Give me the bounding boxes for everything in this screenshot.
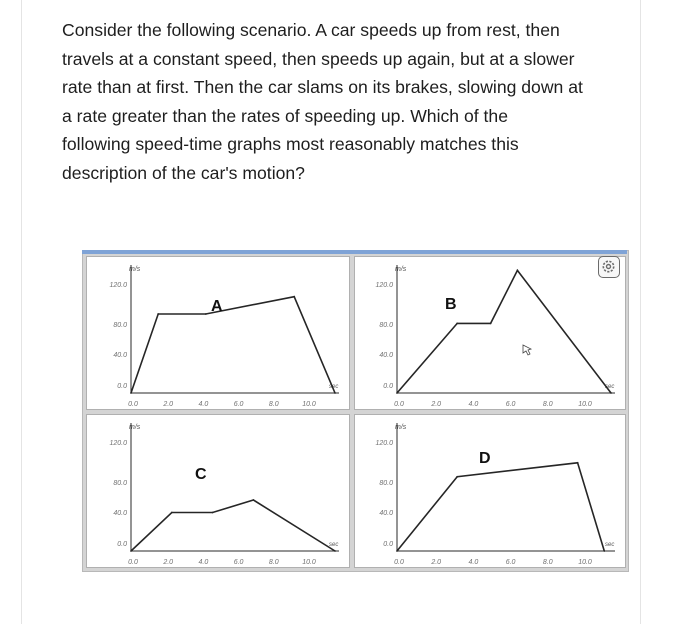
x-tick-label: 6.0 <box>505 559 516 566</box>
data-point <box>205 313 207 315</box>
data-point <box>603 550 605 552</box>
data-point <box>610 392 612 394</box>
data-point <box>334 550 336 552</box>
graph-d <box>355 415 625 567</box>
graph-a-cell[interactable] <box>86 256 350 410</box>
speed-time-line <box>397 270 611 393</box>
x-tick-label: 10.0 <box>302 401 316 408</box>
y-tick-label: 40.0 <box>113 352 127 359</box>
y-tick-label: 120.0 <box>375 440 393 447</box>
x-tick-label: 2.0 <box>163 559 174 566</box>
x-tick-label: 10.0 <box>302 559 316 566</box>
data-point <box>293 296 295 298</box>
gear-icon[interactable] <box>598 256 620 278</box>
graph-a <box>87 257 349 409</box>
x-tick-label: 6.0 <box>505 401 516 408</box>
y-tick-label: 0.0 <box>383 383 393 390</box>
data-point <box>253 499 255 501</box>
data-point <box>130 392 132 394</box>
speed-time-line <box>131 297 335 393</box>
data-point <box>157 313 159 315</box>
x-tick-label: 10.0 <box>578 559 592 566</box>
data-point <box>171 512 173 514</box>
graph-panel-top-bar <box>82 250 627 254</box>
graph-c-cell[interactable] <box>86 414 350 568</box>
data-point <box>396 392 398 394</box>
question-line: description of the car's motion? <box>62 162 305 183</box>
x-tick-label: 4.0 <box>198 559 209 566</box>
x-tick-label: 10.0 <box>578 401 592 408</box>
graph-letter: A <box>211 298 223 315</box>
x-axis-label: sec <box>329 542 339 548</box>
y-tick-label: 80.0 <box>113 322 127 329</box>
y-tick-label: 0.0 <box>117 383 127 390</box>
x-tick-label: 2.0 <box>431 559 442 566</box>
question-line: travels at a constant speed, then speeds up again, but at a slower <box>62 48 575 69</box>
x-tick-label: 2.0 <box>163 401 174 408</box>
speed-time-line <box>131 500 335 551</box>
left-margin-line <box>21 0 22 624</box>
y-tick-label: 80.0 <box>113 480 127 487</box>
y-axis-label: m/s <box>129 424 141 431</box>
y-tick-label: 120.0 <box>109 440 127 447</box>
x-tick-label: 0.0 <box>394 401 404 408</box>
y-tick-label: 0.0 <box>383 541 393 548</box>
x-tick-label: 6.0 <box>233 401 244 408</box>
y-tick-label: 80.0 <box>379 480 393 487</box>
y-axis-label: m/s <box>129 266 141 273</box>
y-tick-label: 80.0 <box>379 322 393 329</box>
y-tick-label: 120.0 <box>109 282 127 289</box>
question-line: a rate greater than the rates of speeding up. Which of the <box>62 105 508 126</box>
x-tick-label: 0.0 <box>128 401 138 408</box>
x-tick-label: 4.0 <box>468 401 479 408</box>
question-text <box>62 16 662 188</box>
x-tick-label: 8.0 <box>542 401 553 408</box>
data-point <box>490 322 492 324</box>
graph-b <box>355 257 625 409</box>
y-axis-label: m/s <box>395 266 407 273</box>
graph-c <box>87 415 349 567</box>
data-point <box>456 322 458 324</box>
graph-b-cell[interactable] <box>354 256 626 410</box>
question-line: Consider the following scenario. A car speeds up from rest, then <box>62 20 560 40</box>
gear-icon-glyph <box>599 257 618 276</box>
y-tick-label: 40.0 <box>379 352 393 359</box>
x-axis-label: sec <box>605 384 615 390</box>
data-point <box>212 512 214 514</box>
x-tick-label: 8.0 <box>542 559 553 566</box>
y-tick-label: 40.0 <box>113 510 127 517</box>
graph-d-cell[interactable] <box>354 414 626 568</box>
x-tick-label: 8.0 <box>268 401 279 408</box>
x-axis-label: sec <box>605 542 615 548</box>
data-point <box>334 392 336 394</box>
x-tick-label: 6.0 <box>233 559 244 566</box>
cursor-pointer-icon <box>523 345 531 355</box>
graph-letter: D <box>479 450 491 467</box>
y-tick-label: 0.0 <box>117 541 127 548</box>
data-point <box>456 476 458 478</box>
graph-letter: C <box>195 466 207 483</box>
y-tick-label: 120.0 <box>375 282 393 289</box>
data-point <box>396 550 398 552</box>
y-axis-label: m/s <box>395 424 407 431</box>
data-point <box>130 550 132 552</box>
x-tick-label: 4.0 <box>468 559 479 566</box>
question-line: rate than at first. Then the car slams on its brakes, slowing down at <box>62 77 583 98</box>
speed-time-line <box>397 463 604 551</box>
x-tick-label: 0.0 <box>394 559 404 566</box>
x-tick-label: 4.0 <box>198 401 209 408</box>
data-point <box>516 270 518 272</box>
x-axis-label: sec <box>329 384 339 390</box>
x-tick-label: 0.0 <box>128 559 138 566</box>
graph-letter: B <box>445 296 457 313</box>
question-line: following speed-time graphs most reasonably matches this <box>62 134 519 155</box>
x-tick-label: 8.0 <box>268 559 279 566</box>
y-tick-label: 40.0 <box>379 510 393 517</box>
x-tick-label: 2.0 <box>431 401 442 408</box>
data-point <box>577 462 579 464</box>
